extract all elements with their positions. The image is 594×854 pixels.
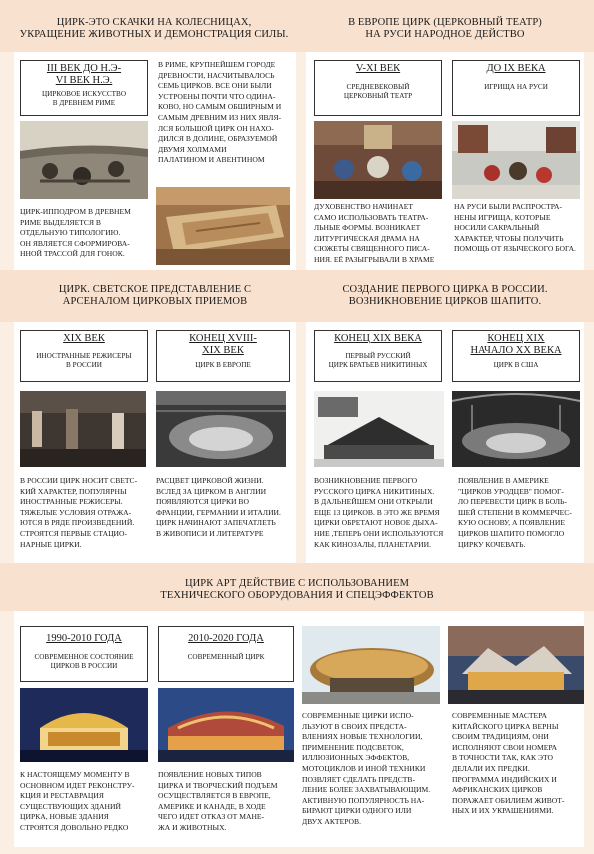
image-nikitin-circus [314,391,444,467]
period-box-nikitin [314,330,442,382]
text-line: ЮТСЯ В РЯДЕ ПРОИЗВЕДЕНИЙ. [20,518,135,528]
period-subtitle: ЦИРК БРАТЬЕВ НИКИТИНЫХ [328,361,428,369]
text-line: ЦИРКИ ОБРЕТАЮТ НОВОЕ ДЫХА- [314,518,438,528]
period-subtitle: СОВРЕМЕННОЕ СОСТОЯНИЕ [34,653,134,661]
text-line: СОВРЕМЕННЫЕ МАСТЕРА [452,711,547,720]
text-line: УСТРОЕНЫ ПОЧТИ ЧТО ОДИНА- [158,91,276,101]
text-line: ЛСЯ БОЛЬШОЙ ЦИРК ОН НАХО- [158,123,274,133]
text-usa-freak-shows [458,476,584,550]
text-new-circus-types [158,770,298,834]
text-line: ННОЙ ТРАССОЙ ДЛЯ ГОНОК. [20,249,125,259]
text-line: ПОЯВЛЕНИЕ НОВЫХ ТИПОВ [158,770,262,779]
period-heading: XIX ВЕК [202,345,244,356]
section-title-rome [6,17,302,41]
text-line: ЛЬЗУЮТ В СВОИХ ПРЕДСТА- [302,721,407,731]
period-subtitle: ЦИРКОВ В РОССИИ [50,662,118,670]
text-line: ЦИРКА, НОВЫЕ ЗДАНИЯ [20,812,109,822]
text-line: В ТОЧНОСТИ ТАК, КАК ЭТО [452,753,554,763]
title-line: УКРАЩЕНИЕ ЖИВОТНЫХ И ДЕМОНСТРАЦИЯ СИЛЫ. [19,29,289,40]
text-line: АКТИВНУЮ ПОПУЛЯРНОСТЬ НА- [302,795,425,805]
text-line: ДУХОВЕНСТВО НАЧИНАЕТ [314,202,414,211]
title-line: ЦИРК-ЭТО СКАЧКИ НА КОЛЕСНИЦАХ, [56,17,252,28]
period-subtitle: СОВРЕМЕННЫЙ ЦИРК [187,653,265,661]
text-line: ЛИТУРГИЧЕСКАЯ ДРАМА НА [314,233,420,243]
text-line: ВСЛЕД ЗА ЦИРКОМ В АНГЛИИ [156,486,267,496]
section-title-europe-rus [306,17,584,41]
title-line: ВОЗНИКНОВЕНИЕ ЦИРКОВ ШАПИТО. [348,296,542,307]
text-line: РУССКОГО ЦИРКА НИКИТИНЫХ. [314,486,435,496]
text-rome-circuses [158,60,298,166]
text-line: ОСНОВНОМ ИДЕТ РЕКОНСТРУ- [20,780,135,790]
period-heading: VI ВЕК Н.Э. [55,75,113,86]
text-line: БИРАЮТ ЦИРКИ ОДНОГО ИЛИ [302,806,412,816]
text-line: ОН ЯВЛЯЕТСЯ СФОРМИРОВА- [20,238,130,248]
text-line: К НАСТОЯЩЕМУ МОМЕНТУ В [20,770,130,779]
text-line: МОТОЦИКЛОВ И ИНОЙ ТЕХНИКИ [302,763,426,773]
text-line: ЦИРК НАЧИНАЮТ ЗАПЕЧАТЛЕТЬ [156,518,276,528]
text-line: В ДАЛЬНЕЙШЕМ ОНИ ОТКРЫЛИ [314,497,433,507]
text-line: САМО ИСПОЛЬЗОВАТЬ ТЕАТРА- [314,212,429,222]
text-line: НОСИЛИ САКРАЛЬНЫЙ [454,223,540,233]
image-modern-circus-dome [302,626,440,704]
text-hippodrome [20,207,154,260]
period-subtitle: ЦЕРКОВНЫЙ ТЕАТР [343,92,413,100]
text-line: ДРЕВНОСТИ, НАСЧИТЫВАЛОСЬ [158,70,275,80]
text-line: ВОЗНИКНОВЕНИЕ ПЕРВОГО [314,476,418,485]
period-subtitle: ЦИРК В США [493,361,539,369]
period-box-church-theatre [314,60,442,116]
image-european-modern-circus [158,688,294,762]
title-line: ЦИРК АРТ ДЕЙСТВИЕ С ИСПОЛЬЗОВАНИЕМ [184,578,410,589]
period-subtitle: ИНОСТРАННЫЕ РЕЖИСЕРЫ [36,352,132,360]
text-line: ЖА И ЖИВОТНЫХ. [158,822,227,832]
text-line: ПОМОЩЬ ОТ ЯЗЫЧЕСКОГО БОГА. [454,244,576,254]
text-line: РИМЕ ВЫДЕЛЯЕТСЯ В [20,217,101,227]
text-line: АМЕРИКЕ И КАНАДЕ, В ХОДЕ [158,801,266,811]
text-line: СЮЖЕТЫ СВЯЩЕННОГО ПИСА- [314,244,430,254]
text-liturgical-drama [314,202,454,266]
period-heading: ДО IX ВЕКА [486,63,546,74]
text-line: ИНОСТРАННЫЕ РЕЖИСЕРЫ. [20,497,123,507]
text-line: ИСПОЛНЯЮТ СВОИ НОМЕРА [452,742,558,752]
text-line: ВЛЕНИЯХ НОВЫЕ ТЕХНОЛОГИИ, [302,732,423,742]
text-line: НИЯ. ЕЁ РАЗЫГРЫВАЛИ В ХРАМЕ [314,254,435,264]
text-line: ПАЛАТИНОМ И АВЕНТИНОМ [158,155,265,165]
section-title-first-circus [306,284,584,308]
period-heading: КОНЕЦ XVIII- [189,333,257,344]
text-line: ФРАНЦИИ, ГЕРМАНИИ И ИТАЛИИ. [156,507,281,517]
text-russia-secular [20,476,160,550]
title-line: СОЗДАНИЕ ПЕРВОГО ЦИРКА В РОССИИ. [342,284,548,295]
period-box-rome [20,60,148,116]
period-subtitle: ИГРИЩА НА РУСИ [484,83,548,91]
period-box-1990-2010 [20,626,148,682]
period-box-europe-18-19 [156,330,290,382]
text-line: ПОЯВЛЯЮТСЯ ЦИРКИ ВО [156,497,249,507]
period-heading: V-XI ВЕК [355,63,401,74]
period-subtitle: СРЕДНЕВЕКОВЫЙ [346,83,410,91]
text-line: СУЩЕСТВУЮЩИХ ЗДАНИЙ [20,801,121,811]
text-line: СОВРЕМЕННЫЕ ЦИРКИ ИСПО- [302,711,414,720]
period-box-19th-russia [20,330,148,382]
text-line: НЫХ И ИХ УКРАШЕНИЯМИ. [452,806,554,816]
text-line: ЕЩЕ 13 ЦИРКОВ. В ЭТО ЖЕ ВРЕМЯ [314,507,440,517]
title-line: ТЕХНИЧЕСКОГО ОБОРУДОВАНИЯ И СПЕЦЭФФЕКТОВ [160,590,434,601]
text-line: ПОРАЖАЕТ ОБИЛИЕМ ЖИВОТ- [452,795,565,805]
text-modern-technology [302,711,448,828]
text-line: САМЫМ ДРЕВНИМ ИЗ НИХ ЯВЛЯ- [158,112,282,122]
image-rus-games [452,121,580,199]
text-line: ДЕЛАЛИ ИХ ПРЕДКИ. [452,763,530,773]
text-line: В ЖИВОПИСИ И ЛИТЕРАТУРЕ [156,528,264,538]
text-line: СТРОЯТСЯ ДОВОЛЬНО РЕДКО [20,822,129,832]
title-line: НА РУСИ НАРОДНОЕ ДЕЙСТВО [365,29,525,40]
text-line: ПРОГРАММА ИНДИЙСКИХ И [452,774,557,784]
image-church-theatre [314,121,442,199]
text-rus-games [454,202,582,255]
text-line: КАК КИНОЗАЛЫ, ПЛАНЕТАРИИ. [314,539,431,549]
text-chinese-circus [452,711,586,817]
section-title-secular [14,284,296,308]
text-line: СЕМЬ ЦИРКОВ. ВСЕ ОНИ БЫЛИ [158,81,272,91]
text-line: СВОИМ ТРАДИЦИЯМ, ОНИ [452,732,549,742]
period-subtitle: В РОССИИ [66,361,102,369]
image-chinese-circus-building [448,626,584,704]
period-box-usa [452,330,580,382]
text-line: ДИЛСЯ В ДОЛИНЕ, ОБРАЗУЕМОЙ [158,134,278,144]
text-line: ПРИМЕНЕНИЕ ПОДСВЕТОК, [302,742,404,752]
image-usa-circus [452,391,580,467]
period-heading: НАЧАЛО XX ВЕКА [470,345,562,356]
text-line: В РИМЕ, КРУПНЕЙШЕМ ГОРОДЕ [158,60,276,69]
image-chariot-race [20,121,148,199]
period-heading: КОНЕЦ XIX [487,333,545,344]
text-line: ЛЬНЫЕ ФОРМЫ. ВОЗНИКАЕТ [314,223,421,233]
text-line: ДВУМЯ ХОЛМАМИ [158,144,227,154]
text-line: КЦИЯ И РЕСТАВРАЦИЯ [20,791,104,801]
period-subtitle: ЦИРК В ЕВРОПЕ [195,361,251,369]
text-line: ТЯЖЕЛЫЕ УСЛОВИЯ ОТРАЖА- [20,507,132,517]
text-line: В РОССИИ ЦИРК НОСИТ СВЕТС- [20,476,138,485]
text-line: ХАРАКТЕР, ЧТОБЫ ПОЛУЧИТЬ [454,233,564,243]
text-line: ЦИРКА И ТВОРЧЕСКИЙ ПОДЪЕМ [158,780,278,790]
period-heading: КОНЕЦ XIX ВЕКА [334,333,422,344]
text-line: НИЕ ,ТЕПЕРЬ ОНИ ИСПОЛЬЗУЮТСЯ [314,528,444,538]
text-line: ПОЯВЛЕНИЕ В АМЕРИКЕ [458,476,549,485]
text-nikitin [314,476,454,550]
text-line: ОСУЩЕСТВЛЯЕТСЯ В ЕВРОПЕ, [158,791,271,801]
period-box-2010-2020 [158,626,294,682]
text-russia-reconstruction [20,770,156,834]
text-line: ПОЗВЛЯЕТ СДЕЛАТЬ ПРЕДСТВ- [302,774,416,784]
text-line: ШЕЙ СТЕПЕНИ В КОММЕРЧЕС- [458,507,572,517]
text-line: КИТАЙСКОГО ЦИРКА ВЕРНЫ [452,721,559,731]
text-line: ИЛЛЮЗИОННЫХ ЭФФЕКТОВ, [302,753,410,763]
text-line: СТРОЯТСЯ ПЕРВЫЕ СТАЦИО- [20,528,128,538]
text-europe-flourish [156,476,296,540]
text-line: ЛЕНИЕ БОЛЕЕ ЗАХВАТЫВАЮЩИМ. [302,785,431,795]
period-heading: 1990-2010 ГОДА [46,633,122,644]
text-line: РАСЦВЕТ ЦИРКОВОЙ ЖИЗНИ. [156,476,264,485]
period-subtitle: ПЕРВЫЙ РУССКИЙ [345,352,411,360]
text-line: "ЦИРКОВ УРОДЦЕВ" ПОМОГ- [458,486,564,496]
period-box-rus-games [452,60,580,116]
text-line: ЛО ПЕРЕВЕСТИ ЦИРК В БОЛЬ- [458,497,567,507]
text-line: КУЮ ОСНОВУ, А ПОЯВЛЕНИЕ [458,518,566,528]
title-line: ЦИРК. СВЕТСКОЕ ПРЕДСТАВЛЕНИЕ С [58,284,252,295]
text-line: ЦИРКУ КОЧЕВАТЬ. [458,539,526,549]
period-heading: XIX ВЕК [63,333,105,344]
text-line: АФРИКАНСКИХ ЦИРКОВ [452,785,543,795]
title-line: В ЕВРОПЕ ЦИРК (ЦЕРКОВНЫЙ ТЕАТР) [348,17,542,28]
image-european-circus-arena [156,391,286,467]
text-line: КОВО, НО САМЫМ ОБШИРНЫМ И [158,102,282,112]
text-line: ДВУХ АКТЕРОВ. [302,816,361,826]
period-subtitle: В ДРЕВНЕМ РИМЕ [52,99,116,107]
text-line: ЧЕГО ИДЕТ ОТКАЗ ОТ МАНЕ- [158,812,265,822]
text-line: ЦИРКОВ ШАПИТО ПОМОГЛО [458,528,565,538]
period-heading: III ВЕК ДО Н.Э- [46,63,122,74]
text-line: КИЙ ХАРАКТЕР, ПОПУЛЯРНЫ [20,486,127,496]
section-title-modern [0,578,594,602]
period-heading: 2010-2020 ГОДА [188,633,264,644]
period-subtitle: ЦИРКОВОЕ ИСКУССТВО [41,90,127,98]
image-circus-maximus-model [156,187,290,265]
text-line: НЕНЫ ИГРИЩА, КОТОРЫЕ [454,212,551,222]
text-line: ОТДЕЛЬНУЮ ТИПОЛОГИЮ. [20,228,121,238]
title-line: АРСЕНАЛОМ ЦИРКОВЫХ ПРИЕМОВ [62,296,248,307]
text-line: НА РУСИ БЫЛИ РАСПРОСТРА- [454,202,563,211]
image-russian-stage [20,391,146,467]
text-line: НАРНЫЕ ЦИРКИ. [20,539,82,549]
image-russian-circus-night [20,688,148,762]
text-line: ЦИРК-ИППОДРОМ В ДРЕВНЕМ [20,207,131,216]
